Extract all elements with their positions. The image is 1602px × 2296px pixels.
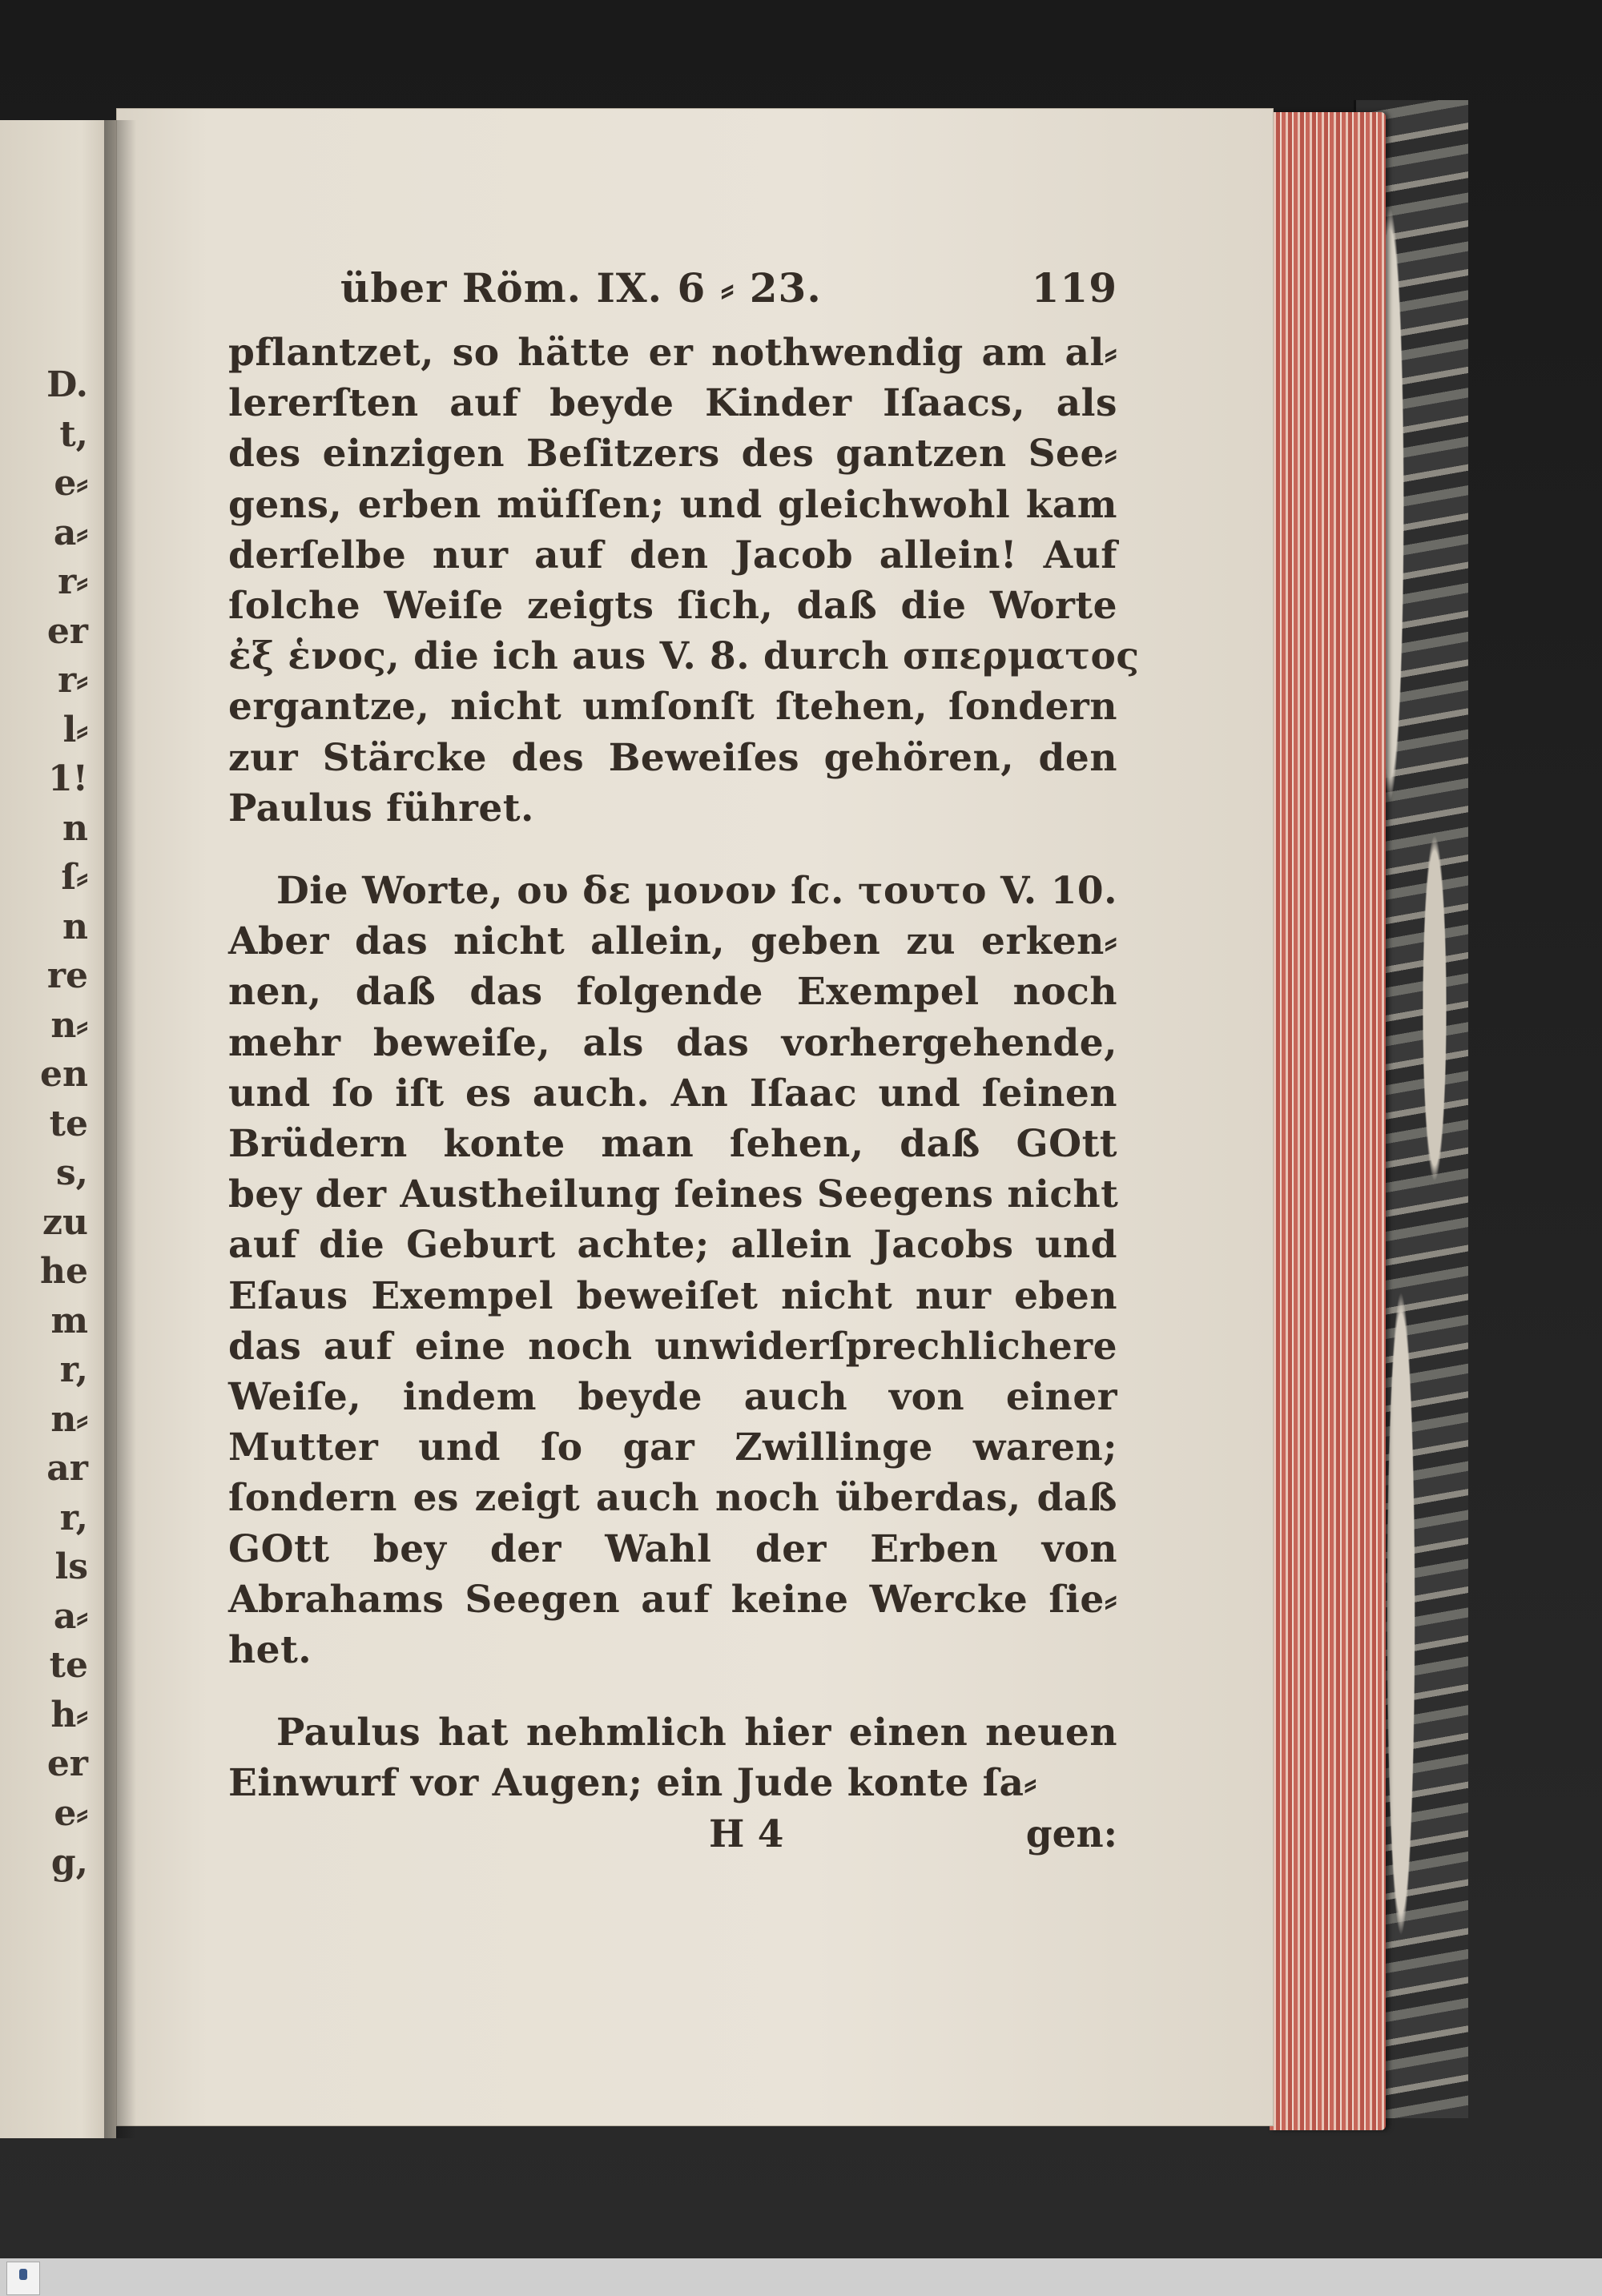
facing-page-fragment: er bbox=[46, 1743, 88, 1784]
facing-page-fragment: g, bbox=[50, 1842, 88, 1883]
facing-page-fragment: l⸗ bbox=[62, 709, 88, 750]
page-fore-edge bbox=[1270, 112, 1386, 2130]
text-line: het. bbox=[228, 1628, 312, 1673]
paragraph-2 bbox=[228, 866, 1117, 1675]
gutter-shadow bbox=[104, 120, 136, 2138]
facing-page-fragment: ſ⸗ bbox=[61, 857, 88, 898]
text-line: pflantzet, so hätte er nothwendig am al⸗ bbox=[228, 331, 1117, 375]
paragraph-3 bbox=[228, 1707, 1117, 1808]
text-line: Eſaus Exempel beweiſet nicht nur eben bbox=[228, 1273, 1117, 1318]
book-page bbox=[116, 108, 1274, 2126]
text-line: ſolche Weiſe zeigts ſich, daß die Worte bbox=[228, 584, 1117, 629]
library-logo-icon bbox=[6, 2262, 40, 2295]
text-line: Aber das nicht allein, geben zu erken⸗ bbox=[228, 919, 1117, 964]
text-line: lererſten auf beyde Kinder Iſaacs, als bbox=[228, 381, 1117, 426]
facing-page-fragment: r⸗ bbox=[58, 561, 88, 602]
facing-page-fragment: s, bbox=[55, 1152, 88, 1193]
text-line: Brüdern konte man ſehen, daß GOtt bbox=[228, 1122, 1117, 1167]
page-number: 119 bbox=[1031, 264, 1117, 312]
text-line: das auf eine noch unwiderſprechlichere bbox=[228, 1324, 1117, 1369]
facing-page-fragment: ls bbox=[54, 1546, 88, 1587]
facing-page-text-fragments bbox=[0, 360, 88, 1888]
facing-page-fragment: r, bbox=[59, 1349, 88, 1390]
text-line: derſelbe nur auf den Jacob allein! Auf bbox=[228, 533, 1117, 577]
text-line: GOtt bey der Wahl der Erben von bbox=[228, 1526, 1117, 1571]
page-footer bbox=[228, 1812, 1117, 1856]
facing-page-fragment: r⸗ bbox=[58, 660, 88, 701]
facing-page-fragment: n bbox=[62, 906, 88, 947]
facing-page-fragment: zu bbox=[42, 1201, 88, 1243]
facing-page-fragment: e⸗ bbox=[54, 463, 88, 504]
text-line: ergantze, nicht umſonſt ſtehen, ſondern bbox=[228, 685, 1117, 730]
facing-page-fragment: h⸗ bbox=[50, 1694, 88, 1735]
text-line: zur Stärcke des Beweiſes gehören, den bbox=[228, 735, 1117, 780]
facing-page-fragment: 1! bbox=[48, 758, 88, 799]
facing-page-fragment: a⸗ bbox=[53, 1595, 88, 1637]
facing-page-fragment: a⸗ bbox=[53, 512, 88, 553]
text-line: Paulus führet. bbox=[228, 786, 534, 830]
facing-page-fragment: n⸗ bbox=[50, 1398, 88, 1440]
facing-page-left bbox=[0, 120, 116, 2138]
text-line: des einzigen Beſitzers des gantzen See⸗ bbox=[228, 432, 1117, 476]
facing-page-fragment: er bbox=[46, 610, 88, 652]
text-line: auf die Geburt achte; allein Jacobs und bbox=[228, 1223, 1117, 1268]
text-line: ſondern es zeigt auch noch überdas, daß bbox=[228, 1476, 1117, 1521]
facing-page-fragment: e⸗ bbox=[54, 1792, 88, 1834]
text-line: Mutter und ſo gar Zwillinge waren; bbox=[228, 1425, 1117, 1470]
text-line: mehr beweiſe, als das vorhergehende, bbox=[228, 1020, 1117, 1065]
facing-page-fragment: ar bbox=[46, 1448, 88, 1489]
facing-page-fragment: D. bbox=[46, 364, 88, 405]
text-line: Einwurf vor Augen; ein Jude konte ſa⸗ bbox=[228, 1761, 1037, 1806]
paragraph-1 bbox=[228, 328, 1140, 834]
catchword: gen: bbox=[1025, 1811, 1117, 1856]
text-line: Abrahams Seegen auf keine Wercke ſie⸗ bbox=[228, 1577, 1117, 1622]
facing-page-fragment: r, bbox=[59, 1497, 88, 1538]
facing-page-fragment: re bbox=[46, 955, 88, 996]
text-line: ἐξ ἑνος, die ich aus V. 8. durch σπερματος bbox=[228, 634, 1140, 679]
text-line: und ſo iſt es auch. An Iſaac und ſeinen bbox=[228, 1071, 1117, 1116]
facing-page-fragment: t, bbox=[59, 413, 88, 455]
running-head: über Röm. IX. 6 ⸗ 23. bbox=[340, 264, 822, 312]
viewer-bottom-bar bbox=[0, 2258, 1602, 2296]
facing-page-fragment: m bbox=[50, 1300, 88, 1341]
text-line: bey der Austheilung ſeines Seegens nicht bbox=[228, 1172, 1119, 1217]
text-line: Die Worte, ου δε μονον ſc. τουτο V. 10. bbox=[276, 869, 1117, 914]
facing-page-fragment: en bbox=[40, 1054, 88, 1095]
text-line: Weiſe, indem beyde auch von einer bbox=[228, 1375, 1117, 1420]
text-line: nen, daß das folgende Exempel noch bbox=[228, 970, 1117, 1015]
facing-page-fragment: te bbox=[49, 1645, 88, 1686]
page-text-block bbox=[228, 264, 1140, 1856]
facing-page-fragment: he bbox=[40, 1251, 88, 1292]
facing-page-fragment: n⸗ bbox=[50, 1004, 88, 1046]
signature-mark: H 4 bbox=[709, 1811, 784, 1856]
running-header bbox=[228, 264, 1117, 312]
facing-page-fragment: te bbox=[49, 1103, 88, 1144]
text-line: gens, erben müſſen; und gleichwohl kam bbox=[228, 482, 1117, 527]
facing-page-fragment: n bbox=[62, 807, 88, 849]
text-line: Paulus hat nehmlich hier einen neuen bbox=[276, 1711, 1117, 1755]
